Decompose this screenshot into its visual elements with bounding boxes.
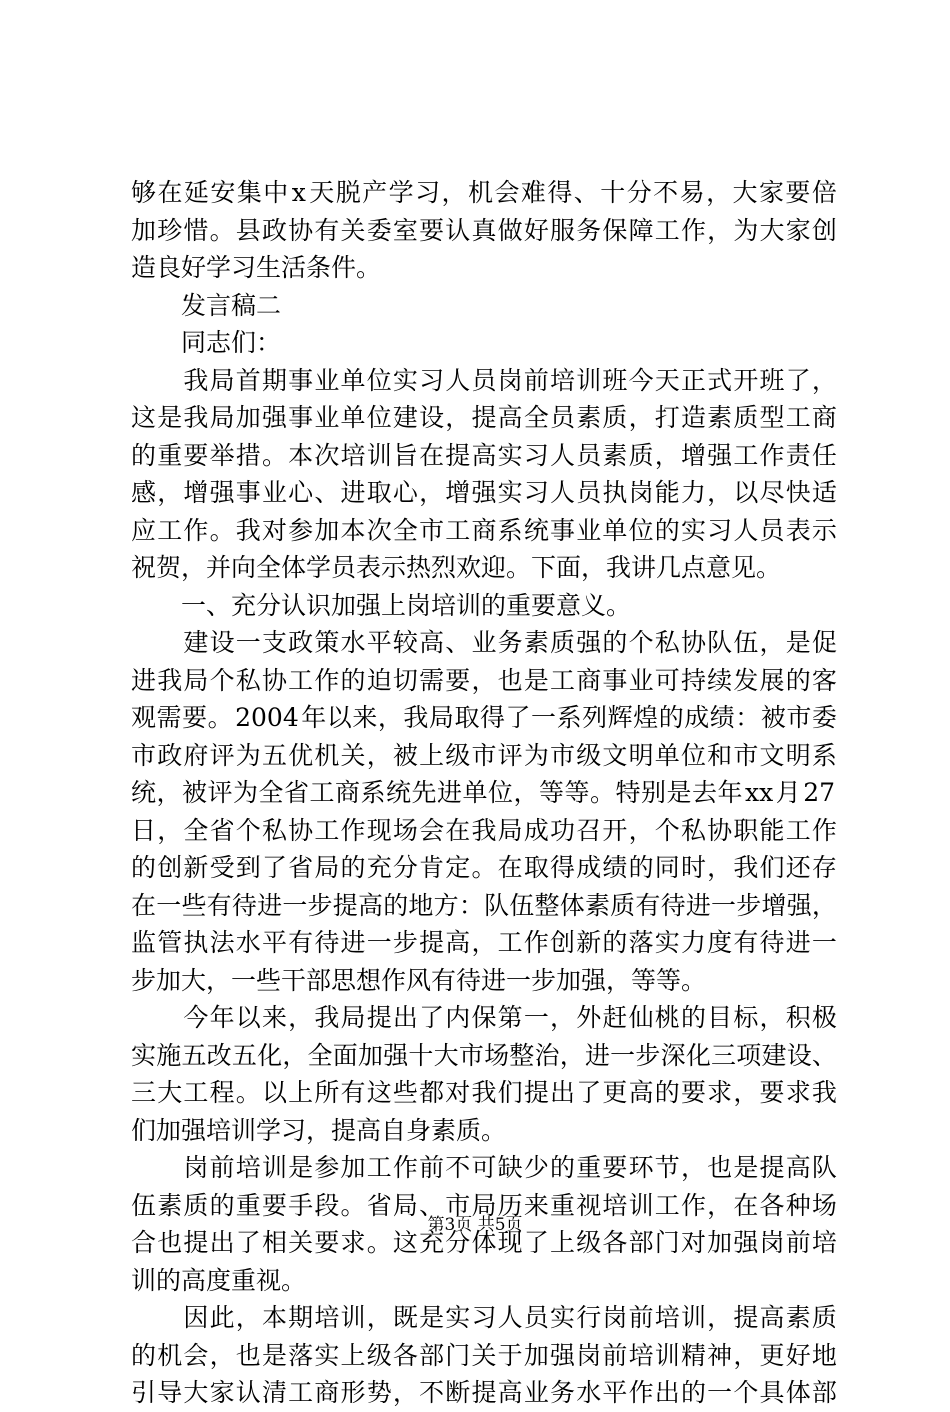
text-line: 训的高度重视。 bbox=[131, 1265, 307, 1295]
text-line: 岗 前 培 训 是 参 加 工 作 前 不 可 缺 少 的 重 要 环 节 ， 也 是 提 高 队 bbox=[183, 1153, 837, 1182]
text-line: 三 大 工 程 。 以 上 所 有 这 些 都 对 我 们 提 出 了 更 高 的 要 求 ， 要 求 我 bbox=[131, 1078, 837, 1107]
text-line: 日 ， 全 省 个 私 协 工 作 现 场 会 在 我 局 成 功 召 开 ， 个 私 协 职 能 工 作 bbox=[131, 815, 837, 845]
text-line: 够 在 延 安 集 中 x 天 脱 产 学 习 ， 机 会 难 得 、 十 分 不 易 ， 大 家 要 倍 bbox=[131, 178, 837, 207]
text-line: 造良好学习生活条件。 bbox=[131, 253, 382, 282]
text-line: 发言稿二 bbox=[131, 290, 282, 320]
text-line: 一、充分认识加强上岗培训的重要意义。 bbox=[131, 590, 632, 620]
text-line: 的 机 会 ， 也 是 落 实 上 级 各 部 门 关 于 加 强 岗 前 培 训 精 神 ， 更 好 地 bbox=[131, 1340, 837, 1370]
text-line: 监 管 执 法 水 平 有 待 进 一 步 提 高 ， 工 作 创 新 的 落 实 力 度 有 待 进 一 bbox=[131, 928, 837, 957]
page-footer: 第3页 共5页 bbox=[427, 1215, 523, 1235]
text-line: 感 ， 增 强 事 业 心 、 进 取 心 ， 增 强 实 习 人 员 执 岗 能 力 ， 以 尽 快 适 bbox=[131, 478, 837, 507]
text-line: 在 一 些 有 待 进 一 步 提 高 的 地 方 ： 队 伍 整 体 素 质 有 待 进 一 步 增 强 ， bbox=[131, 890, 837, 920]
text-line: 的 重 要 举 措 。 本 次 培 训 旨 在 提 高 实 习 人 员 素 质 ， 增 强 工 作 责 任 bbox=[131, 440, 837, 470]
text-line: 应 工 作 。 我 对 参 加 本 次 全 市 工 商 系 统 事 业 单 位 的 实 习 人 员 表 示 bbox=[131, 515, 837, 545]
text-line: 我 局 首 期 事 业 单 位 实 习 人 员 岗 前 培 训 班 今 天 正 式 开 班 了 ， bbox=[183, 365, 837, 395]
text-line: 们加强培训学习，提高自身素质。 bbox=[131, 1115, 507, 1145]
text-line: 步加大，一些干部思想作风有待进一步加强，等等。 bbox=[131, 965, 707, 995]
text-line: 祝贺，并向全体学员表示热烈欢迎。下面，我讲几点意见。 bbox=[131, 553, 782, 582]
text-line: 伍 素 质 的 重 要 手 段 。 省 局 、 市 局 历 来 重 视 培 训 工 作 ， 在 各 种 场 bbox=[131, 1190, 837, 1220]
text-line: 观 需 要 。 2004 年 以 来 ， 我 局 取 得 了 一 系 列 辉 煌 的 成 绩 ： 被 市 委 bbox=[131, 703, 837, 732]
text-line: 合 也 提 出 了 相 关 要 求 。 这 充 分 体 现 了 上 级 各 部 门 对 加 强 岗 前 培 bbox=[131, 1228, 837, 1257]
text-line: 引 导 大 家 认 清 工 商 形 势 ， 不 断 提 高 业 务 水 平 作 出 的 一 个 具 体 部 bbox=[131, 1378, 837, 1407]
text-line: 因 此 ， 本 期 培 训 ， 既 是 实 习 人 员 实 行 岗 前 培 训 ， 提 高 素 质 bbox=[183, 1303, 837, 1332]
text-line: 统 ， 被 评 为 全 省 工 商 系 统 先 进 单 位 ， 等 等 。 特 别 是 去 年 xx 月 27 bbox=[131, 778, 835, 807]
text-line: 的 创 新 受 到 了 省 局 的 充 分 肯 定 。 在 取 得 成 绩 的 同 时 ， 我 们 还 存 bbox=[131, 853, 837, 882]
text-line: 今 年 以 来 ， 我 局 提 出 了 内 保 第 一 ， 外 赶 仙 桃 的 目 标 ， 积 极 bbox=[183, 1003, 837, 1032]
text-line: 建 设 一 支 政 策 水 平 较 高 、 业 务 素 质 强 的 个 私 协 队 伍 ， 是 促 bbox=[183, 628, 837, 657]
text-line: 进 我 局 个 私 协 工 作 的 迫 切 需 要 ， 也 是 工 商 事 业 可 持 续 发 展 的 客 bbox=[131, 665, 837, 695]
text-line: 加 珍 惜 。 县 政 协 有 关 委 室 要 认 真 做 好 服 务 保 障 工 作 ， 为 大 家 创 bbox=[131, 215, 837, 245]
text-line: 实 施 五 改 五 化 ， 全 面 加 强 十 大 市 场 整 治 ， 进 一 步 深 化 三 项 建 设 、 bbox=[131, 1040, 837, 1070]
text-line: 市 政 府 评 为 五 优 机 关 ， 被 上 级 市 评 为 市 级 文 明 单 位 和 市 文 明 系 bbox=[131, 740, 837, 770]
text-line: 这 是 我 局 加 强 事 业 单 位 建 设 ， 提 高 全 员 素 质 ， 打 造 素 质 型 工 商 bbox=[131, 403, 837, 432]
text-line: 同志们： bbox=[131, 328, 282, 357]
